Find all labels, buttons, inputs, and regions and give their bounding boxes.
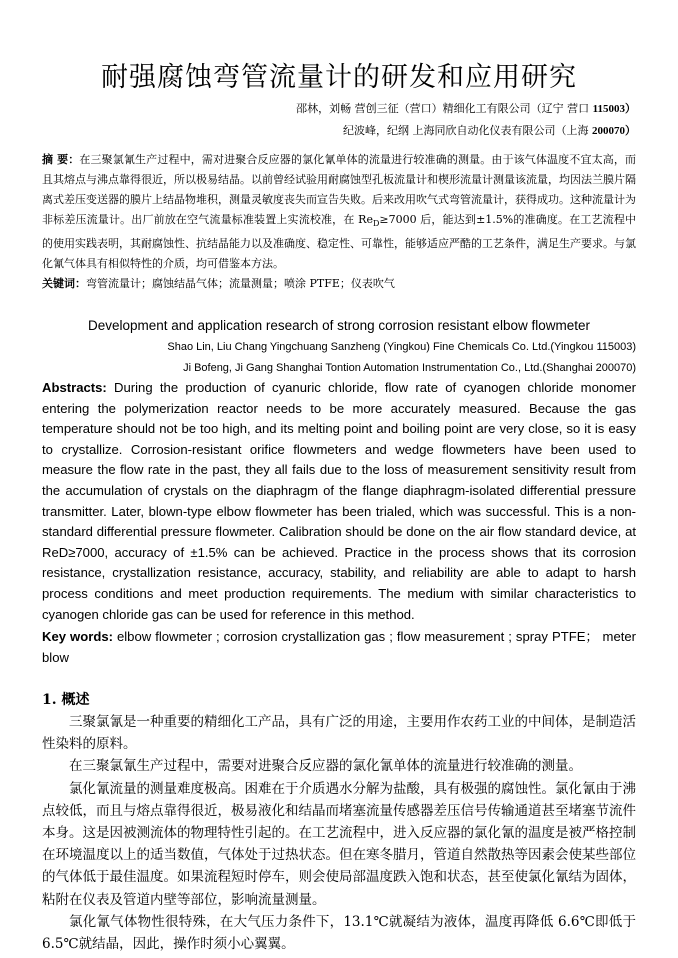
affiliation-cn-2-text: 纪波峰，纪纲 上海同欣自动化仪表有限公司（上海: [343, 124, 592, 137]
affiliation-cn-1-code: 115003）: [592, 103, 636, 115]
keywords-en-label: Key words:: [42, 629, 113, 644]
body-paragraph: 氯化氰气体物性很特殊，在大气压力条件下，13.1℃就凝结为液体，温度再降低 6.6℃即低于6.5℃就结晶，因此，操作时须小心翼翼。: [42, 913, 636, 953]
keywords-en: [42, 627, 636, 668]
abstract-cn-text-after: ≥7000 后，能达到±1.5%的准确度。在工艺流程中的使用实践表明，其耐腐蚀性、抗结晶能力以及准确度、稳定性、可靠性，能够适应严酷的工艺条件，满足生产要求。与氯化氰气体具有相似特性的介质，均可借鉴本方法。: [42, 213, 636, 271]
keywords-cn-text: 弯管流量计；腐蚀结晶气体；流量测量；喷涂 PTFE；仪表吹气: [86, 277, 395, 290]
abstract-cn-label: 摘 要：: [42, 153, 80, 166]
body-paragraph: 三聚氯氰是一种重要的精细化工产品，具有广泛的用途，主要用作农药工业的中间体，是制造活性染料的原料。: [42, 714, 636, 753]
keywords-cn: [42, 276, 636, 292]
english-title: Development and application research of strong corrosion resistant elbow flowmeter: [87, 318, 590, 333]
abstract-en-label: Abstracts:: [42, 380, 107, 395]
abstract-cn: [42, 150, 636, 274]
affiliation-en-2: Ji Bofeng, Ji Gang Shanghai Tontion Automation Instrumentation Co., Ltd.(Shanghai 200070): [183, 362, 636, 374]
affiliation-cn-1-text: 邵林，刘畅 营创三征（营口）精细化工有限公司（辽宁 营口: [296, 102, 593, 115]
abstract-en-text: During the production of cyanuric chloride, flow rate of cyanogen chloride monomer entering the polymerization reactor needs to be more accurately measured. Because the gas temperature should not be too high, and its melting point and boiling point are very close, so it is easy to crystallize. Corrosion-resistant orifice flowmeters and wedge flowmeters have been used to measure the flow rate in the past, they all fails due to the loss of measurement sensitivity result from the accumulation of crystals on the diaphragm of the flange diaphragm-isolated differential pressure transmitter. Later, blown-type elbow flowmeter has been trialed, which was successful. This is a non-standard differential pressure flowmeter. Calibration should be done on the air flow standard device, at ReD≥7000, accuracy of ±1.5% can be achieved. Practice in the process shows that its corrosion resistance, crystallization resistance, accuracy, stability, and reliability are able to adapt to harsh process conditions and meet production requirements. The medium with similar characteristics to cyanogen chloride gas can be used for reference in this method.: [42, 380, 636, 622]
section-heading: 1. 概述: [42, 692, 90, 708]
affiliation-cn-1: [296, 101, 636, 117]
section-body: [42, 711, 636, 955]
body-paragraph: 在三聚氯氰生产过程中，需要对进聚合反应器的氯化氰单体的流量进行较准确的测量。: [69, 758, 582, 775]
abstract-en: [42, 378, 636, 625]
abstract-cn-subscript: D: [372, 219, 380, 229]
affiliation-cn-2-code: 200070）: [592, 125, 636, 137]
paper-title: 耐强腐蚀弯管流量计的研发和应用研究: [101, 62, 577, 93]
keywords-en-text: elbow flowmeter ; corrosion crystallization gas ; flow measurement ; spray PTFE； meter blow: [42, 629, 637, 665]
body-paragraph: 氯化氰流量的测量难度极高。困难在于介质遇水分解为盐酸，具有极强的腐蚀性。氯化氰由于沸点较低，而且与熔点靠得很近，极易液化和结晶而堵塞流量传感器差压信号传输通道甚至堵塞节流件本身。这是因被测流体的物理特性引起的。在工艺流程中，进入反应器的氯化氰的温度是被严格控制在环境温度以上的适当数值，气体处于过热状态。但在寒冬腊月，管道自然散热等因素会使某些部位的气体低于最佳温度。如果流程短时停车，则会使局部温度跌入饱和状态，甚至使氯化氰结为固体，粘附在仪表及管道内壁等部位，影响流量测量。: [42, 780, 636, 908]
affiliation-cn-2: [343, 123, 636, 139]
abstract-cn-text: 在三聚氯氰生产过程中，需对进聚合反应器的氯化氰单体的流量进行较准确的测量。由于该气体温度不宜太高，而且其熔点与沸点靠得很近，所以极易结晶。以前曾经试验用耐腐蚀型孔板流量计和楔形流量计测量该流量，均因法兰膜片隔离式差压变送器的膜片上结晶物堆积，测量灵敏度丧失而宣告失败。后来改用吹气式弯管流量计，获得成功。这种流量计为非标差压流量计。出厂前放在空气流量标准装置上实流校准，在 Re: [42, 153, 636, 226]
keywords-cn-label: 关键词：: [42, 277, 86, 290]
affiliation-en-1: Shao Lin, Liu Chang Yingchuang Sanzheng (Yingkou) Fine Chemicals Co. Ltd.(Yingkou 115003): [167, 341, 636, 353]
